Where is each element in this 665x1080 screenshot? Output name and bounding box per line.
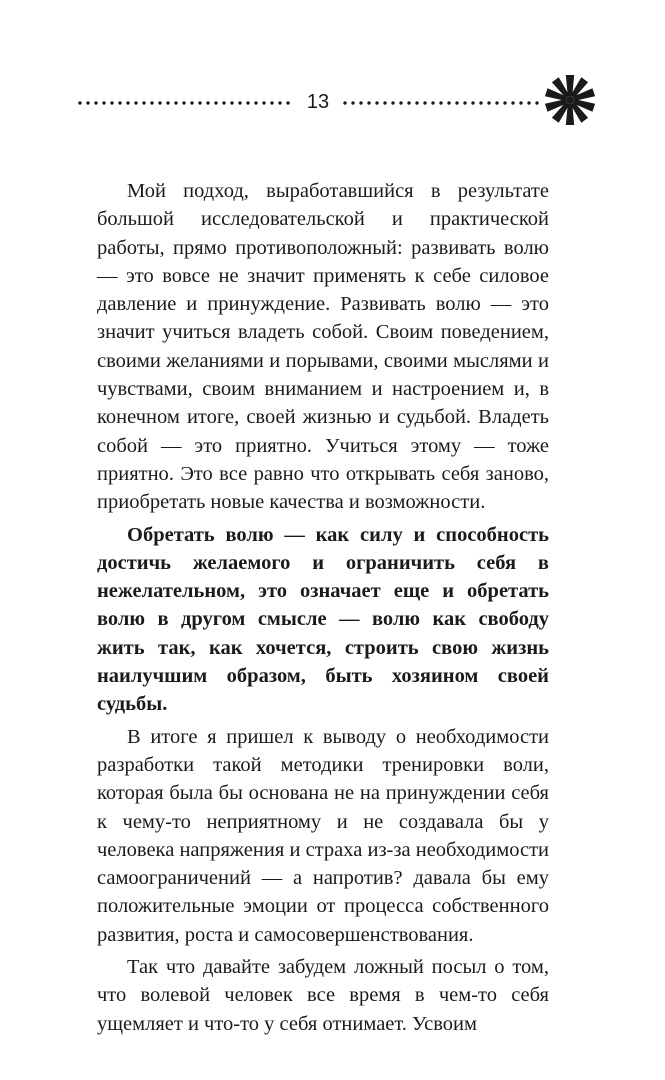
page-header: [76, 84, 598, 128]
paragraph-approach: Мой подход, выработавшийся в результате большой исследовательской и практической работы, прямо противоположный: развивать волю — это вовсе не значит применять к себе силовое давление и принуждение. Развивать волю — это значит учиться владеть собой. Своим поведением, своими желаниями и порывами, своими мыслями и чувствами, своим вниманием и настроением и, в конечном итоге, своей жизнью и судьбой. Владеть собой — это приятно. Учиться этому — тоже приятно. Это все равно что открывать себя заново, приобретать новые качества и возможности.: [97, 180, 549, 514]
page-number: 13: [306, 91, 330, 113]
paragraph-bold-will: Обретать волю — как силу и способность достичь желаемого и ограничить себя в нежелательном, это означает еще и обретать волю в другом смысле — волю как свободу жить так, как хочется, строить свою жизнь наилучшим образом, быть хозяином своей судьбы.: [97, 523, 549, 716]
page-body: [97, 177, 549, 1038]
paragraph-conclusion: В итоге я пришел к выводу о необходимости разработки такой методики тренировки воли, которая была бы основана не на принуждении себя к чему-то неприятному и не создавала бы у человека напряжения и страха из-за необходимости самоограничений — а напротив? давала бы ему положительные эмоции от процесса собственного развития, роста и самосовершенствования.: [97, 725, 549, 946]
paragraph-forget: Так что давайте забудем ложный посыл о том, что волевой человек все время в чем-то себя ущемляет и что-то у себя отнимает. Усвоим: [97, 956, 549, 1035]
asterisk-star-icon: [542, 72, 598, 128]
dotted-rule-right: [341, 100, 541, 106]
dotted-rule-left: [76, 100, 294, 106]
